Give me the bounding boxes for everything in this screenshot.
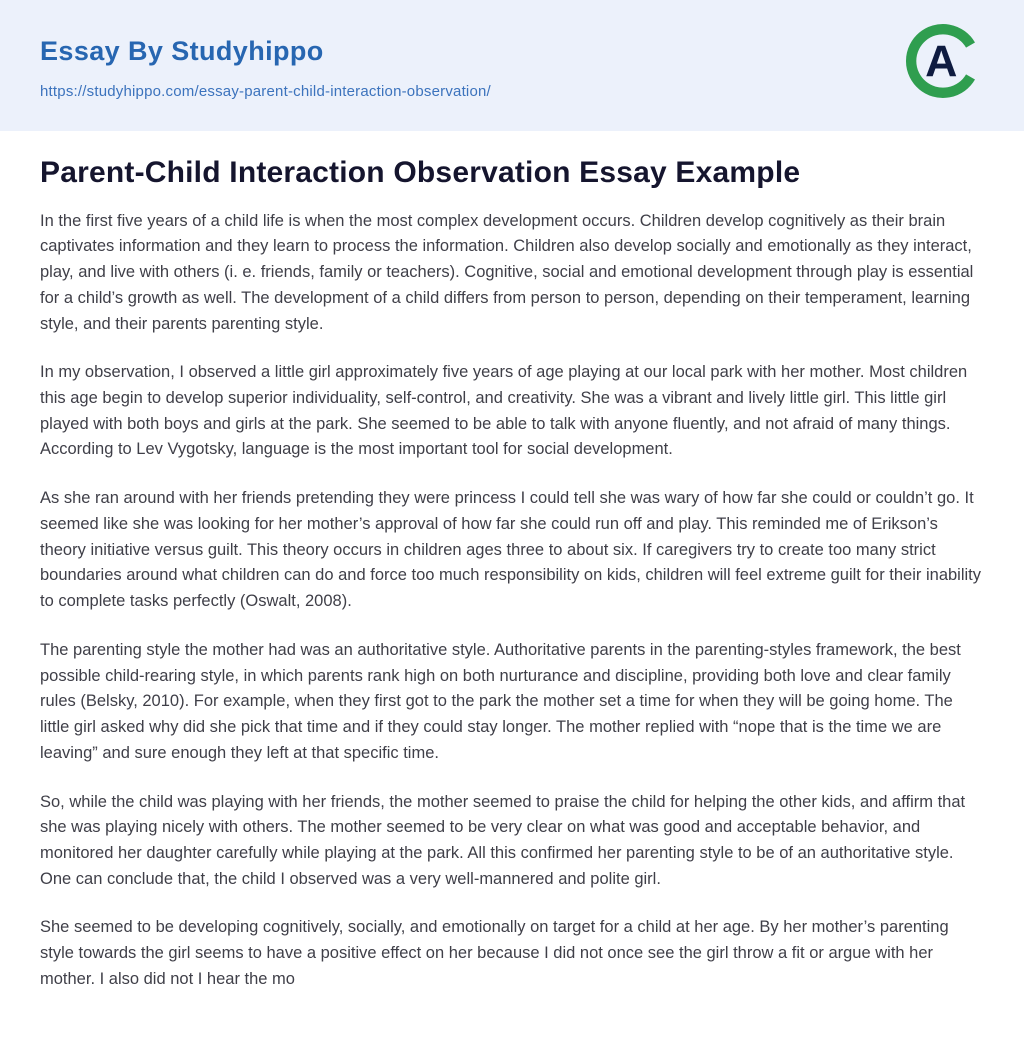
- essay-paragraph-4: The parenting style the mother had was an authoritative style. Authoritative parents in the parenting-styles framework, the best possible child-rearing style, in which parents rank high on both nurturance and discipline, providing both love and clear family rules (Belsky, 2010). For example, when they first got to the park the mother set a time for when they will be going home. The little girl asked why did she pick that time and if they could stay longer. The mother replied with “nope that is the time we are leaving” and sure enough they left at that specific time.: [40, 640, 961, 762]
- header: [0, 0, 1024, 131]
- logo-letter: A: [925, 37, 958, 87]
- essay-paragraph-2: In my observation, I observed a little girl approximately five years of age playing at our local park with her mother. Most children this age begin to develop superior individuality, self-control, and creativity. She was a vibrant and lively little girl. This little girl played with both boys and girls at the park. She seemed to be able to talk with anyone fluently, and not afraid of many things. According to Lev Vygotsky, language is the most important tool for social development.: [40, 363, 968, 459]
- essay-content: [0, 155, 1024, 993]
- studyhippo-logo-icon: [900, 18, 986, 104]
- essay-paragraph-6: She seemed to be developing cognitively, socially, and emotionally on target for a child at her age. By her mother’s parenting style towards the girl seems to have a positive effect on her because I did not once see the girl throw a fit or argue with her mother. I also did not I hear the mo: [40, 918, 949, 988]
- source-url-link[interactable]: https://studyhippo.com/essay-parent-child-interaction-observation/: [40, 83, 491, 100]
- essay-paragraph-3: As she ran around with her friends pretending they were princess I could tell she was wary of how far she could or couldn’t go. It seemed like she was looking for her mother’s approval of how far she could run off and play. This reminded me of Erikson’s theory initiative versus guilt. This theory occurs in children ages three to about six. If caregivers try to create too many strict boundaries around what children can do and force too much responsibility on kids, children will feel extreme guilt for their inability to complete tasks perfectly (Oswalt, 2008).: [40, 489, 981, 611]
- essay-paragraph-5: So, while the child was playing with her friends, the mother seemed to praise the child for helping the other kids, and affirm that she was playing nicely with others. The mother seemed to be very clear on what was good and acceptable behavior, and monitored her daughter carefully while playing at the park. All this confirmed her parenting style to be of an authoritative style. One can conclude that, the child I observed was a very well-mannered and polite girl.: [40, 792, 966, 888]
- site-title: Essay By Studyhippo: [40, 36, 324, 66]
- essay-title: Parent-Child Interaction Observation Essay Example: [40, 156, 801, 189]
- header-text: [40, 36, 984, 101]
- essay-paragraph-1: In the first five years of a child life is when the most complex development occurs. Children develop cognitively as their brain captivates information and they learn to process the information. Children also develop socially and emotionally as they interact, play, and live with others (i. e. friends, family or teachers). Cognitive, social and emotional development through play is essential for a child’s growth as well. The development of a child differs from person to person, depending on their temperament, learning style, and their parents parenting style.: [40, 211, 974, 333]
